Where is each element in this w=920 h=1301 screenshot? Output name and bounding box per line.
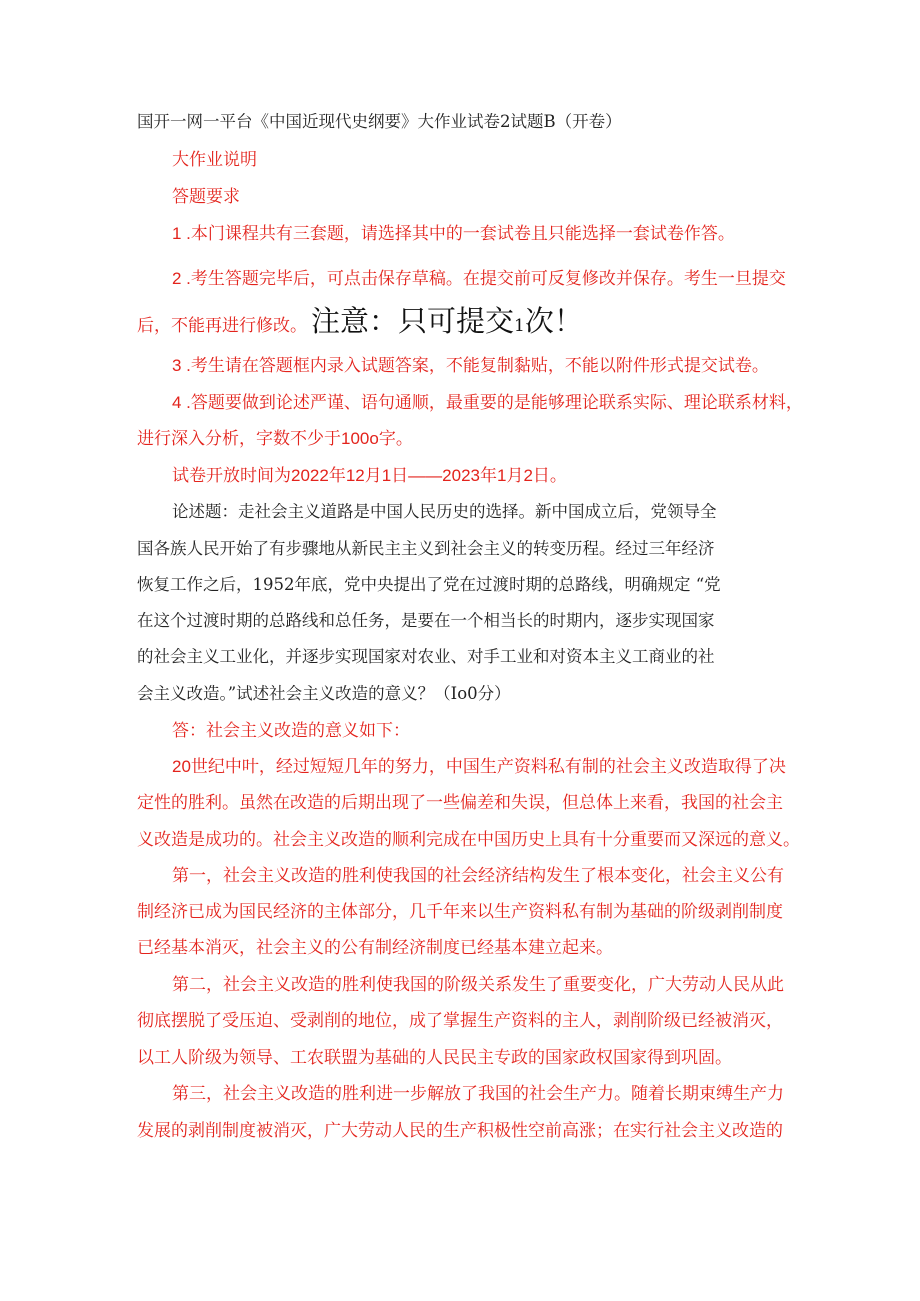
- question-line: 国各族人民开始了有步骤地从新民主主义到社会主义的转变历程。经过三年经济: [137, 539, 715, 558]
- section-heading: 大作业说明: [172, 150, 257, 169]
- answer-line: 彻底摆脱了受压迫、受剥削的地位，成了掌握生产资料的主人，剥削阶级已经被消灭，: [137, 1011, 783, 1030]
- notice-count: 1: [514, 316, 525, 336]
- answer-line: 义改造是成功的。社会主义改造的顺利完成在中国历史上具有十分重要而又深远的意义。: [137, 830, 800, 849]
- requirement-2-continued: [137, 304, 583, 343]
- answer-heading: 答：社会主义改造的意义如下：: [172, 721, 410, 740]
- requirement-4-line: 进行深入分析，字数不少于100o字。: [137, 429, 413, 448]
- requirement-4-line: 4 .答题要做到论述严谨、语句通顺，最重要的是能够理论联系实际、理论联系材料，: [172, 393, 803, 412]
- answer-line: 以工人阶级为领导、工农联盟为基础的人民民主专政的国家政权国家得到巩固。: [137, 1048, 732, 1067]
- question-line: 论述题：走社会主义道路是中国人民历史的选择。新中国成立后，党领导全: [172, 502, 717, 521]
- document-title: 国开一网一平台《中国近现代史纲要》大作业试卷2试题B（开卷）: [137, 112, 622, 131]
- answer-line: 发展的剥削制度被消灭，广大劳动人民的生产积极性空前高涨；在实行社会主义改造的: [137, 1121, 783, 1140]
- submit-once-notice: [311, 304, 583, 338]
- question-line: 会主义改造。”试述社会主义改造的意义？（Io0分）: [137, 684, 511, 703]
- question-line: 在这个过渡时期的总路线和总任务，是要在一个相当长的时期内，逐步实现国家: [137, 611, 715, 630]
- notice-text-end: 次！: [524, 304, 583, 338]
- requirement-3: 3 .考生请在答题框内录入试题答案，不能复制黏贴，不能以附件形式提交试卷。: [172, 356, 769, 375]
- requirement-1: 1 .本门课程共有三套题，请选择其中的一套试卷且只能选择一套试卷作答。: [172, 224, 735, 243]
- notice-text: 注意：只可提交: [311, 304, 515, 338]
- requirement-2: 2 .考生答题完毕后，可点击保存草稿。在提交前可反复修改并保存。考生一旦提交: [172, 269, 786, 288]
- answer-line: 定性的胜利。虽然在改造的后期出现了一些偏差和失误，但总体上来看，我国的社会主: [137, 793, 783, 812]
- answer-line: 20世纪中叶，经过短短几年的努力，中国生产资料私有制的社会主义改造取得了决: [172, 757, 786, 776]
- question-line: 的社会主义工业化，并逐步实现国家对农业、对手工业和对资本主义工商业的社: [137, 647, 715, 666]
- answer-line: 制经济已成为国民经济的主体部分，几千年来以生产资料私有制为基础的阶级剥削制度: [137, 902, 783, 921]
- answer-line: 第一，社会主义改造的胜利使我国的社会经济结构发生了根本变化，社会主义公有: [172, 866, 784, 885]
- open-time: 试卷开放时间为2022年12月1日——2023年1月2日。: [172, 466, 567, 485]
- answer-line: 第三，社会主义改造的胜利进一步解放了我国的社会生产力。随着长期束缚生产力: [172, 1084, 784, 1103]
- requirement-2-text: 后，不能再进行修改。: [137, 316, 307, 335]
- answer-line: 已经基本消灭，社会主义的公有制经济制度已经基本建立起来。: [137, 938, 613, 957]
- question-line: 恢复工作之后，1952年底，党中央提出了党在过渡时期的总路线，明确规定 “党: [137, 575, 721, 594]
- requirements-heading: 答题要求: [172, 187, 240, 206]
- answer-line: 第二，社会主义改造的胜利使我国的阶级关系发生了重要变化，广大劳动人民从此: [172, 975, 784, 994]
